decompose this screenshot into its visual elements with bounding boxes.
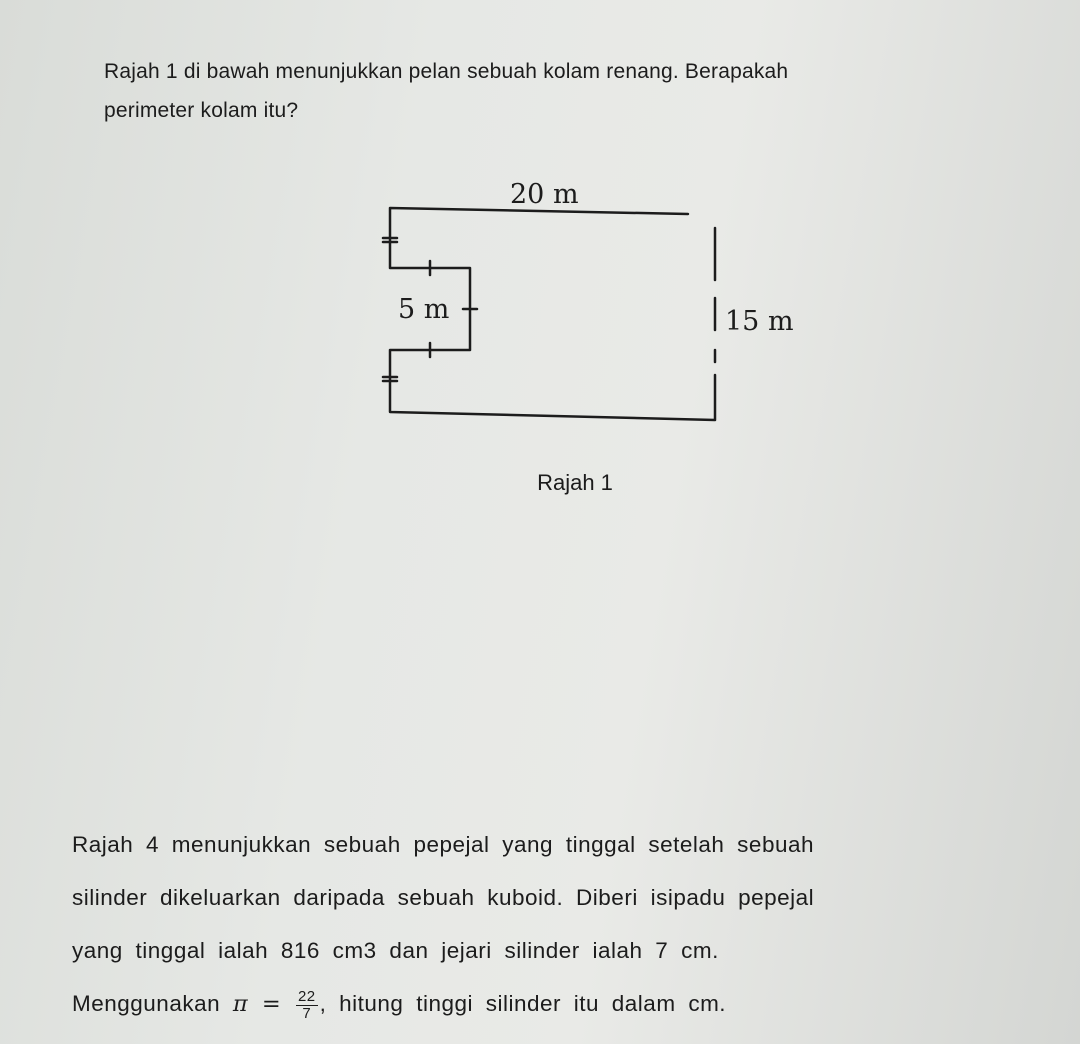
figure-caption: Rajah 1 <box>537 470 613 495</box>
pool-plan-figure <box>370 170 810 440</box>
pi-symbol: π = <box>232 991 282 1017</box>
question-1 <box>104 52 964 130</box>
top-length-label: 20 m <box>510 179 579 210</box>
question-2-line-3: yang tinggal ialah 816 cm3 dan jejari silinder ialah 7 cm. <box>72 938 719 963</box>
question-2-line-2: silinder dikeluarkan daripada sebuah kuboid. Diberi isipadu pepejal <box>72 885 815 910</box>
question-2-line-1: Rajah 4 menunjukkan sebuah pepejal yang tinggal setelah sebuah <box>72 832 814 857</box>
pool-plan-diagram <box>370 170 810 440</box>
question-2 <box>72 818 1002 1031</box>
pi-denominator: 7 <box>302 1004 312 1022</box>
line-4-prefix: Menggunakan <box>72 991 221 1016</box>
line-4-suffix: , hitung tinggi silinder itu dalam cm. <box>319 991 727 1016</box>
pi-fraction <box>296 989 318 1022</box>
question-1-line-1: Rajah 1 di bawah menunjukkan pelan sebuah kolam renang. Berapakah <box>104 60 789 83</box>
right-length-label: 15 m <box>725 306 794 337</box>
notch-length-label: 5 m <box>398 294 450 325</box>
pi-numerator: 22 <box>297 987 316 1005</box>
question-1-line-2: perimeter kolam itu? <box>104 99 299 122</box>
question-2-line-4 <box>72 977 1002 1031</box>
